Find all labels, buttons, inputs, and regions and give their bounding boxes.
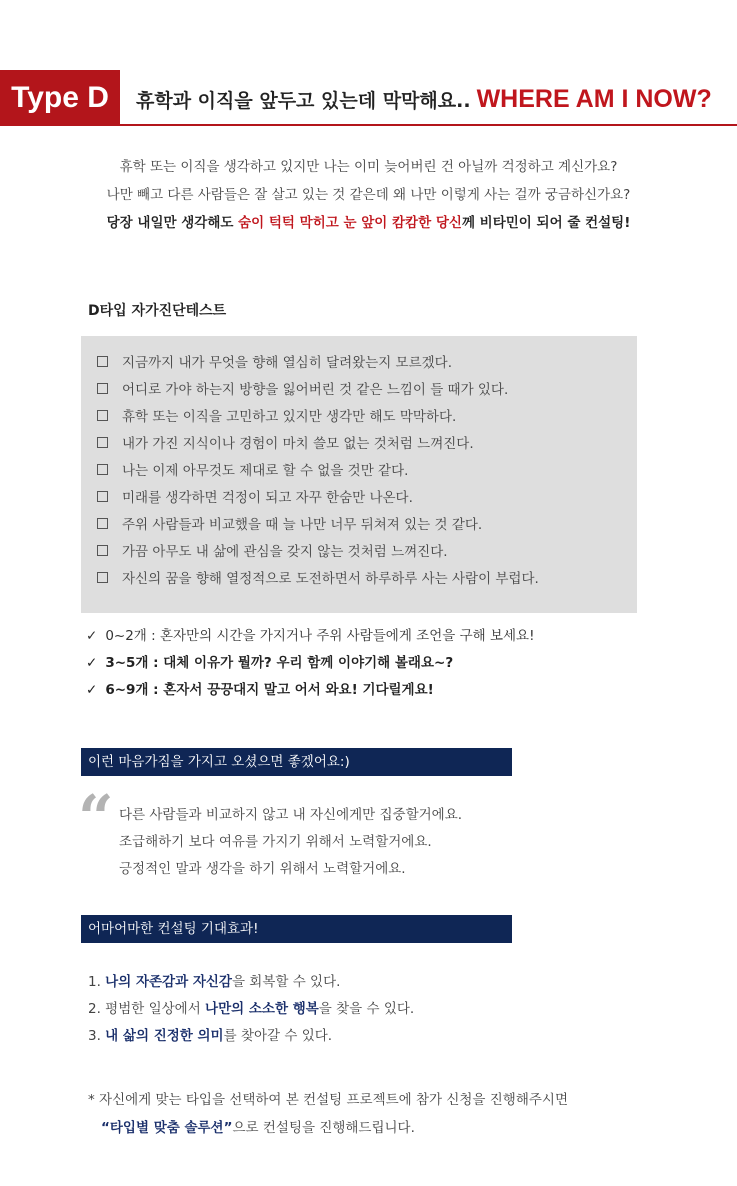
benefit-highlight: 나의 자존감과 자신감 bbox=[105, 974, 232, 990]
checklist-item[interactable] bbox=[97, 515, 482, 535]
result-line bbox=[86, 626, 535, 646]
result-text: 0~2개 : 혼자만의 시간을 가지거나 주위 사람들에게 조언을 구해 보세요! bbox=[105, 628, 535, 644]
checkbox-icon[interactable] bbox=[97, 464, 108, 475]
header-title bbox=[136, 84, 712, 114]
checkbox-icon[interactable] bbox=[97, 356, 108, 367]
checklist-item-text: 휴학 또는 이직을 고민하고 있지만 생각만 해도 막막하다. bbox=[122, 409, 457, 425]
checkmark-icon: ✓ bbox=[86, 628, 98, 644]
checklist-item-text: 내가 가진 지식이나 경험이 마치 쓸모 없는 것처럼 느껴진다. bbox=[122, 436, 474, 452]
checklist-item[interactable] bbox=[97, 569, 539, 589]
checkmark-icon: ✓ bbox=[86, 655, 98, 671]
checklist-item-text: 나는 이제 아무것도 제대로 할 수 없을 것만 같다. bbox=[122, 463, 409, 479]
self-test-title: D타입 자가진단테스트 bbox=[88, 303, 227, 319]
benefit-prefix: 2. 평범한 일상에서 bbox=[88, 1001, 206, 1017]
mindset-heading: 이런 마음가짐을 가지고 오셨으면 좋겠어요:) bbox=[81, 748, 512, 776]
intro-line-2: 나만 빼고 다른 사람들은 잘 살고 있는 것 같은데 왜 나만 이렇게 사는 걸까 궁금하신가요? bbox=[106, 187, 631, 203]
footnote-line-1: * 자신에게 맞는 타입을 선택하여 본 컨설팅 프로젝트에 참가 신청을 진행해주시면 bbox=[88, 1092, 569, 1108]
checkbox-icon[interactable] bbox=[97, 572, 108, 583]
result-text: 6~9개 : 혼자서 끙끙대지 말고 어서 와요! 기다릴게요! bbox=[105, 682, 434, 698]
checklist-item[interactable] bbox=[97, 380, 508, 400]
checklist-item-text: 가끔 아무도 내 삶에 관심을 갖지 않는 것처럼 느껴진다. bbox=[122, 544, 448, 560]
benefit-rest: 을 찾을 수 있다. bbox=[318, 1001, 415, 1017]
checkbox-icon[interactable] bbox=[97, 545, 108, 556]
result-text: 3~5개 : 대체 이유가 뭘까? 우리 함께 이야기해 볼래요~? bbox=[105, 655, 454, 671]
result-line bbox=[86, 680, 434, 700]
intro-line-3 bbox=[0, 211, 737, 231]
benefits-heading: 어마어마한 컨설팅 기대효과! bbox=[81, 915, 512, 943]
benefit-highlight: 내 삶의 진정한 의미 bbox=[105, 1028, 224, 1044]
mindset-line: 다른 사람들과 비교하지 않고 내 자신에게만 집중할거에요. bbox=[119, 807, 463, 823]
mindset-line: 조급해하기 보다 여유를 가지기 위해서 노력할거에요. bbox=[119, 834, 432, 850]
intro-line-3-highlight: 숨이 턱턱 막히고 눈 앞이 캄캄한 당신 bbox=[238, 215, 462, 231]
checkmark-icon: ✓ bbox=[86, 682, 98, 698]
checklist-item[interactable] bbox=[97, 461, 408, 481]
checklist-item[interactable] bbox=[97, 353, 452, 373]
benefit-item bbox=[88, 1026, 332, 1046]
checklist-item[interactable] bbox=[97, 542, 448, 562]
checkbox-icon[interactable] bbox=[97, 410, 108, 421]
benefit-rest: 를 찾아갈 수 있다. bbox=[223, 1028, 333, 1044]
intro-line-1: 휴학 또는 이직을 생각하고 있지만 나는 이미 늦어버린 건 아닐까 걱정하고 계신가요? bbox=[119, 159, 618, 175]
benefit-prefix: 3. bbox=[88, 1028, 106, 1044]
intro-line-3-start: 당장 내일만 생각해도 bbox=[106, 215, 239, 231]
checklist-item-text: 자신의 꿈을 향해 열정적으로 도전하면서 하루하루 사는 사람이 부럽다. bbox=[122, 571, 539, 587]
checklist-item[interactable] bbox=[97, 407, 456, 427]
benefit-item bbox=[88, 999, 414, 1019]
checkbox-icon[interactable] bbox=[97, 437, 108, 448]
checkbox-icon[interactable] bbox=[97, 491, 108, 502]
header-title-ko: 휴학과 이직을 앞두고 있는데 막막해요.. bbox=[136, 90, 471, 112]
benefit-highlight: 나만의 소소한 행복 bbox=[205, 1001, 319, 1017]
checkbox-icon[interactable] bbox=[97, 518, 108, 529]
footnote-rest: 으로 컨설팅을 진행해드립니다. bbox=[232, 1120, 415, 1136]
checkbox-icon[interactable] bbox=[97, 383, 108, 394]
checklist-item-text: 어디로 가야 하는지 방향을 잃어버린 것 같은 느낌이 들 때가 있다. bbox=[122, 382, 509, 398]
checklist-item-text: 미래를 생각하면 걱정이 되고 자꾸 한숨만 나온다. bbox=[122, 490, 413, 506]
header-title-en: WHERE AM I NOW? bbox=[476, 85, 712, 113]
intro-line-3-end: 께 비타민이 되어 줄 컨설팅! bbox=[461, 215, 631, 231]
benefit-item bbox=[88, 972, 340, 992]
checklist-item-text: 지금까지 내가 무엇을 향해 열심히 달려왔는지 모르겠다. bbox=[122, 355, 452, 371]
quote-icon: “ bbox=[78, 781, 114, 854]
checklist-item[interactable] bbox=[97, 488, 413, 508]
type-badge: Type D bbox=[0, 70, 120, 126]
mindset-line: 긍정적인 말과 생각을 하기 위해서 노력할거에요. bbox=[119, 861, 406, 877]
header-divider bbox=[120, 124, 737, 126]
checklist-item[interactable] bbox=[97, 434, 474, 454]
benefit-rest: 을 회복할 수 있다. bbox=[231, 974, 341, 990]
result-line bbox=[86, 653, 453, 673]
checklist-item-text: 주위 사람들과 비교했을 때 늘 나만 너무 뒤쳐져 있는 것 같다. bbox=[122, 517, 483, 533]
benefit-prefix: 1. bbox=[88, 974, 106, 990]
footnote-highlight: “타입별 맞춤 솔루션” bbox=[101, 1120, 233, 1136]
footnote-line-2 bbox=[101, 1118, 415, 1138]
